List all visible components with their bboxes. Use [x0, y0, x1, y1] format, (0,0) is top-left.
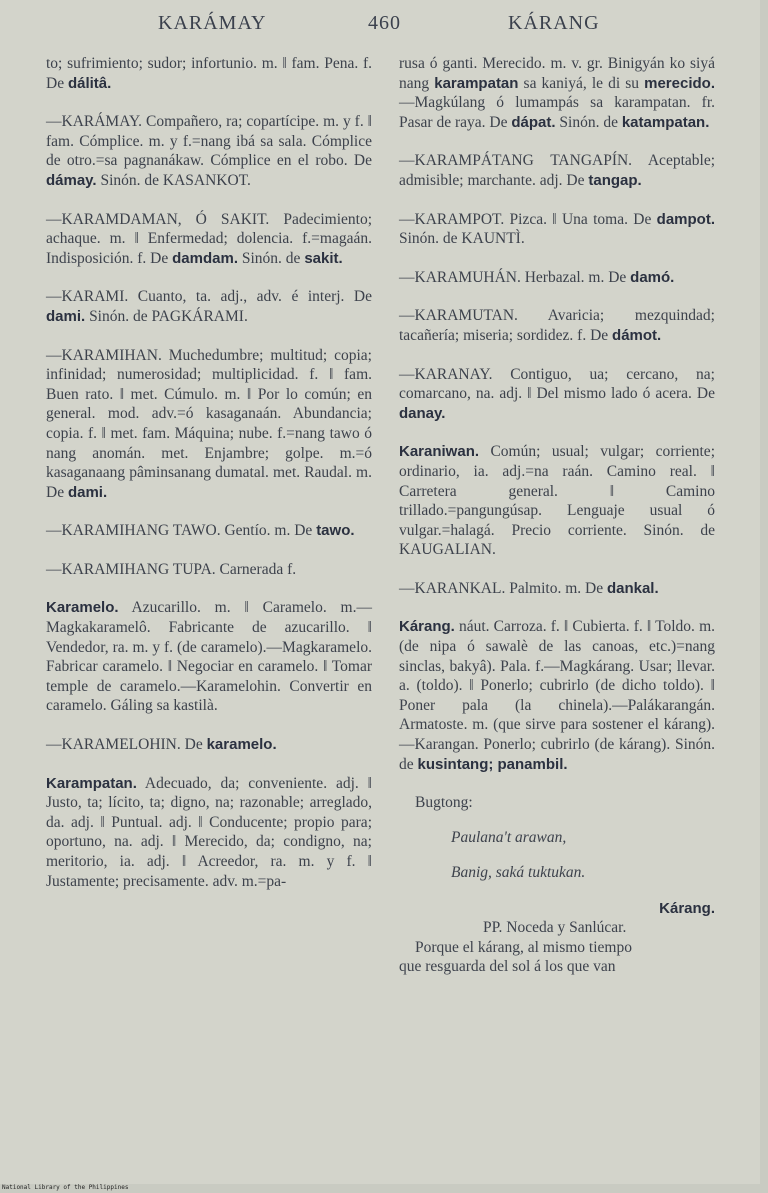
- header-left-guide-word: KARÁMAY: [158, 12, 267, 34]
- entry-karamay: —KARÁMAY. Compañero, ra; copartícipe. m. y f. ‖ fam. Cómplice. m. y f.=nang ibá sa sala. Cómplice de otro.=sa pagnanákaw. Cómplice en el robo. De dámay. Sinón. de KASANKOT.: [46, 113, 372, 189]
- header-right-guide-word: KÁRANG: [508, 12, 600, 34]
- entry-karamihang-tupa: —KARAMIHANG TUPA. Carnerada f.: [46, 560, 297, 578]
- riddle-source: PP. Noceda y Sanlúcar.: [483, 919, 627, 937]
- riddle-continuation-1: Porque el kárang, al mismo tiempo: [415, 938, 632, 956]
- entry-karang: Kárang. náut. Carroza. f. ‖ Cubierta. f. ‖ Toldo. m. (de nipa ó sawalè de las canoas, etc.)=nang sinclas, bakyâ). Pala. f.—Magkárang. Usar; llevar. a. (toldo). ‖ Ponerlo; cubrirlo (de dicho toldo). ‖ Poner pala (la chinela).—Palákarangán. Armatoste. m. (que sirve para sostener el kárang).—Karangan. Ponerlo; cubrirlo (de kárang). Sinón. de kusintang; panambil.: [399, 618, 715, 773]
- entry-continuation: to; sufrimiento; sudor; infortunio. m. ‖ fam. Pena. f. De dálitâ.: [46, 55, 372, 92]
- riddle-continuation-2: que resguarda del sol á los que van: [399, 958, 616, 976]
- entry-karanay: —KARANAY. Contiguo, ua; cercano, na; comarcano, na. adj. ‖ Del mismo lado ó acera. De danay.: [399, 365, 715, 422]
- entry-karaniwan: Karaniwan. Común; usual; vulgar; corriente; ordinario, ia. adj.=na raán. Camino real. ‖ Carretera general. ‖ Camino trillado.=pangungúsap. Lenguaje usual ó vulgar.=halagá. Precio corriente. Sinón. de KAUGALIAN.: [399, 443, 715, 559]
- entry-karamdaman: —KARAMDAMAN, Ó SAKIT. Padecimiento; achaque. m. ‖ Enfermedad; dolencia. f.=magaán. Indisposición. f. De damdam. Sinón. de sakit.: [46, 210, 372, 267]
- entry-karampatan: Karampatan. Adecuado, da; conveniente. adj. ‖ Justo, ta; lícito, ta; digno, na; razonable; arreglado, da. adj. ‖ Puntual. adj. ‖ Conducente; propio para; oportuno, na. adj. ‖ Merecido, da; condigno, na; meritorio, ia. adj. ‖ Acreedor, ra. m. y f. ‖ Justamente; precisamente. adv. m.=pa-: [46, 774, 372, 890]
- entry-karampatang-tangapin: —KARAMPÁTANG TANGAPÍN. Aceptable; admisible; marchante. adj. De tangap.: [399, 152, 715, 189]
- left-column: [46, 54, 372, 891]
- library-credit: National Library of the Philippines: [2, 1184, 129, 1191]
- entry-karamihan: —KARAMIHAN. Muchedumbre; multitud; copia; infinidad; numerosidad; multiplicidad. f. ‖ fam. Buen rato. ‖ met. Cúmulo. m. ‖ Por lo común; en general. mod. adv.=ó kasaganaán. Abundancia; copia. f. ‖ met. fam. Máquina; nube. f.=nang tawo ó nang anomán. met. Enjambre; golpe. m.=ó kasaganaang pâminsanang dumatal. met. Raudal. m. De dami.: [46, 346, 372, 501]
- riddle-line-2: Banig, saká tuktukan.: [451, 864, 586, 882]
- entry-karamelohin: —KARAMELOHIN. De karamelo.: [46, 736, 277, 754]
- running-header: [0, 8, 760, 38]
- entry-karampatan-continuation: rusa ó ganti. Merecido. m. v. gr. Binigyán ko siyá nang karampatan sa kaniyá, le di su merecido. —Magkúlang ó lumampás sa karampatan. fr. Pasar de raya. De dápat. Sinón. de katampatan.: [399, 55, 715, 131]
- right-column: [399, 54, 715, 977]
- entry-karami: —KARAMI. Cuanto, ta. adj., adv. é interj. De dami. Sinón. de PAGKÁRAMI.: [46, 288, 372, 325]
- entry-karamutan: —KARAMUTAN. Avaricia; mezquindad; tacañería; miseria; sordidez. f. De dámot.: [399, 307, 715, 344]
- riddle-line-1: Paulana't arawan,: [451, 829, 567, 847]
- entry-karamuhan: —KARAMUHÁN. Herbazal. m. De damó.: [399, 268, 675, 286]
- entry-karamihang-tawo: —KARAMIHANG TAWO. Gentío. m. De tawo.: [46, 522, 355, 540]
- riddle-answer: Kárang.: [659, 899, 715, 917]
- riddle-label: Bugtong:: [415, 794, 473, 812]
- entry-karankal: —KARANKAL. Palmito. m. De dankal.: [399, 579, 659, 597]
- page-number: 460: [368, 12, 401, 34]
- entry-karampot: —KARAMPOT. Pizca. ‖ Una toma. De dampot. Sinón. de KAUNTÌ.: [399, 210, 715, 248]
- riddle-block: [415, 793, 715, 883]
- entry-karamelo: Karamelo. Azucarillo. m. ‖ Caramelo. m.—Magkakaramelô. Fabricante de azucarillo. ‖ Vendedor, ra. m. y f. (de caramelo).—Magkaramelo. Fabricar caramelo. ‖ Negociar en caramelo. ‖ Tomar temple de caramelo.—Karamelohin. Convertir en caramelo. Gáling sa kastilà.: [46, 599, 372, 715]
